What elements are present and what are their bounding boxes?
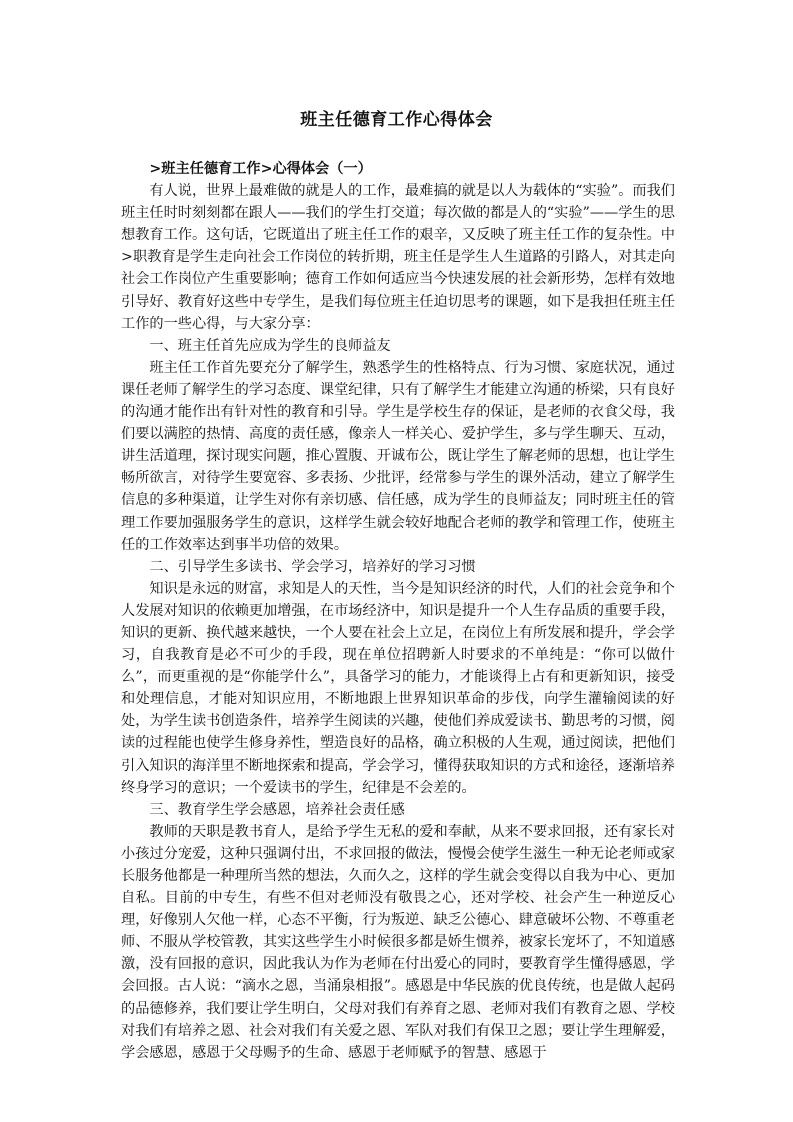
subheading-2: 二、引导学生多读书、学会学习，培养好的学习习惯 — [149, 558, 476, 575]
document-body — [121, 158, 675, 1064]
document-title: 班主任德育工作心得体会 — [300, 110, 493, 130]
subheading-1: 一、班主任首先应成为学生的良师益友 — [149, 337, 391, 354]
paragraph-2: 知识是永远的财富，求知是人的天性，当今是知识经济的时代，人们的社会竞争和个人发展对知识的依赖更加增强，在市场经济中，知识是提升一个人生存品质的重要手段，知识的更新、换代越来越快，一个人要在社会上立足，在岗位上有所发展和提升，学会学习，自我教育是必不可少的手段，现在单位招聘新人时要求的不单纯是：“你可以做什么”，而更重视的是“你能学什么”，具备学习的能力，才能谈得上占有和更新知识，接受和处理信息，才能对知识应用，不断地跟上世界知识革命的步伐，向学生灌输阅读的好处，为学生读书创造条件，培养学生阅读的兴趣，使他们养成爱读书、勤思考的习惯，阅读的过程能也使学生修身养性，塑造良好的品格，确立积极的人生观，通过阅读，把他们引入知识的海洋里不断地探索和提高，学会学习，懂得获取知识的方式和途径，逐渐培养终身学习的意识；一个爱读书的学生，纪律是不会差的。 — [121, 580, 675, 796]
subheading-3: 三、教育学生学会感恩，培养社会责任感 — [149, 801, 405, 818]
intro-paragraph: 有人说，世界上最难做的就是人的工作，最难搞的就是以人为载体的“实验”。而我们班主任时时刻刻都在跟人——我们的学生打交道；每次做的都是人的“实验”——学生的思想教育工作。这句话，它既道出了班主任工作的艰辛，又反映了班主任工作的复杂性。中>职教育是学生走向社会工作岗位的转折期，班主任是学生人生道路的引路人，对其走向社会工作岗位产生重要影响；德育工作如何适应当今快速发展的社会新形势，怎样有效地引导好、教育好这些中专学生，是我们每位班主任迫切思考的课题，如下是我担任班主任工作的一些心得，与大家分享： — [121, 183, 675, 332]
paragraph-3: 教师的天职是教书育人，是给予学生无私的爱和奉献，从来不要求回报，还有家长对小孩过分宠爱，这种只强调付出，不求回报的做法，慢慢会使学生滋生一种无论老师或家长服务他都是一种理所当然的想法，久而久之，这样的学生就会变得以自我为中心、更加自私。目前的中专生，有些不但对老师没有敬畏之心，还对学校、社会产生一种逆反心理，好像别人欠他一样，心态不平衡，行为叛逆、缺乏公德心、肆意破坏公物、不尊重老师、不服从学校管教，其实这些学生小时候很多都是娇生惯养，被家长宠坏了，不知道感激，没有回报的意识，因此我认为作为老师在付出爱心的同时，要教育学生懂得感恩，学会回报。古人说：“滴水之恩，当涌泉相报”。感恩是中华民族的优良传统，也是做人起码的品德修养，我们要让学生明白，父母对我们有养育之恩、老师对我们有教育之恩、学校对我们有培养之恩、社会对我们有关爱之恩、军队对我们有保卫之恩；要让学生理解爱，学会感恩，感恩于父母赐予的生命、感恩于老师赋予的智慧、感恩于 — [121, 823, 675, 1061]
section-heading: >班主任德育工作>心得体会（一） — [149, 161, 372, 177]
paragraph-1: 班主任工作首先要充分了解学生，熟悉学生的性格特点、行为习惯、家庭状况，通过课任老师了解学生的学习态度、课堂纪律，只有了解学生才能建立沟通的桥梁，只有良好的沟通才能作出有针对性的教育和引导。学生是学校生存的保证，是老师的衣食父母，我们要以满腔的热情、高度的责任感，像亲人一样关心、爱护学生，多与学生聊天、互动，讲生活道理，探讨现实问题，推心置腹、开诚布公，既让学生了解老师的思想，也让学生畅所欲言，对待学生要宽容、多表扬、少批评，经常参与学生的课外活动，建立了解学生信息的多种渠道，让学生对你有亲切感、信任感，成为学生的良师益友；同时班主任的管理工作要加强服务学生的意识，这样学生就会较好地配合老师的教学和管理工作，使班主任的工作效率达到事半功倍的效果。 — [121, 359, 675, 553]
